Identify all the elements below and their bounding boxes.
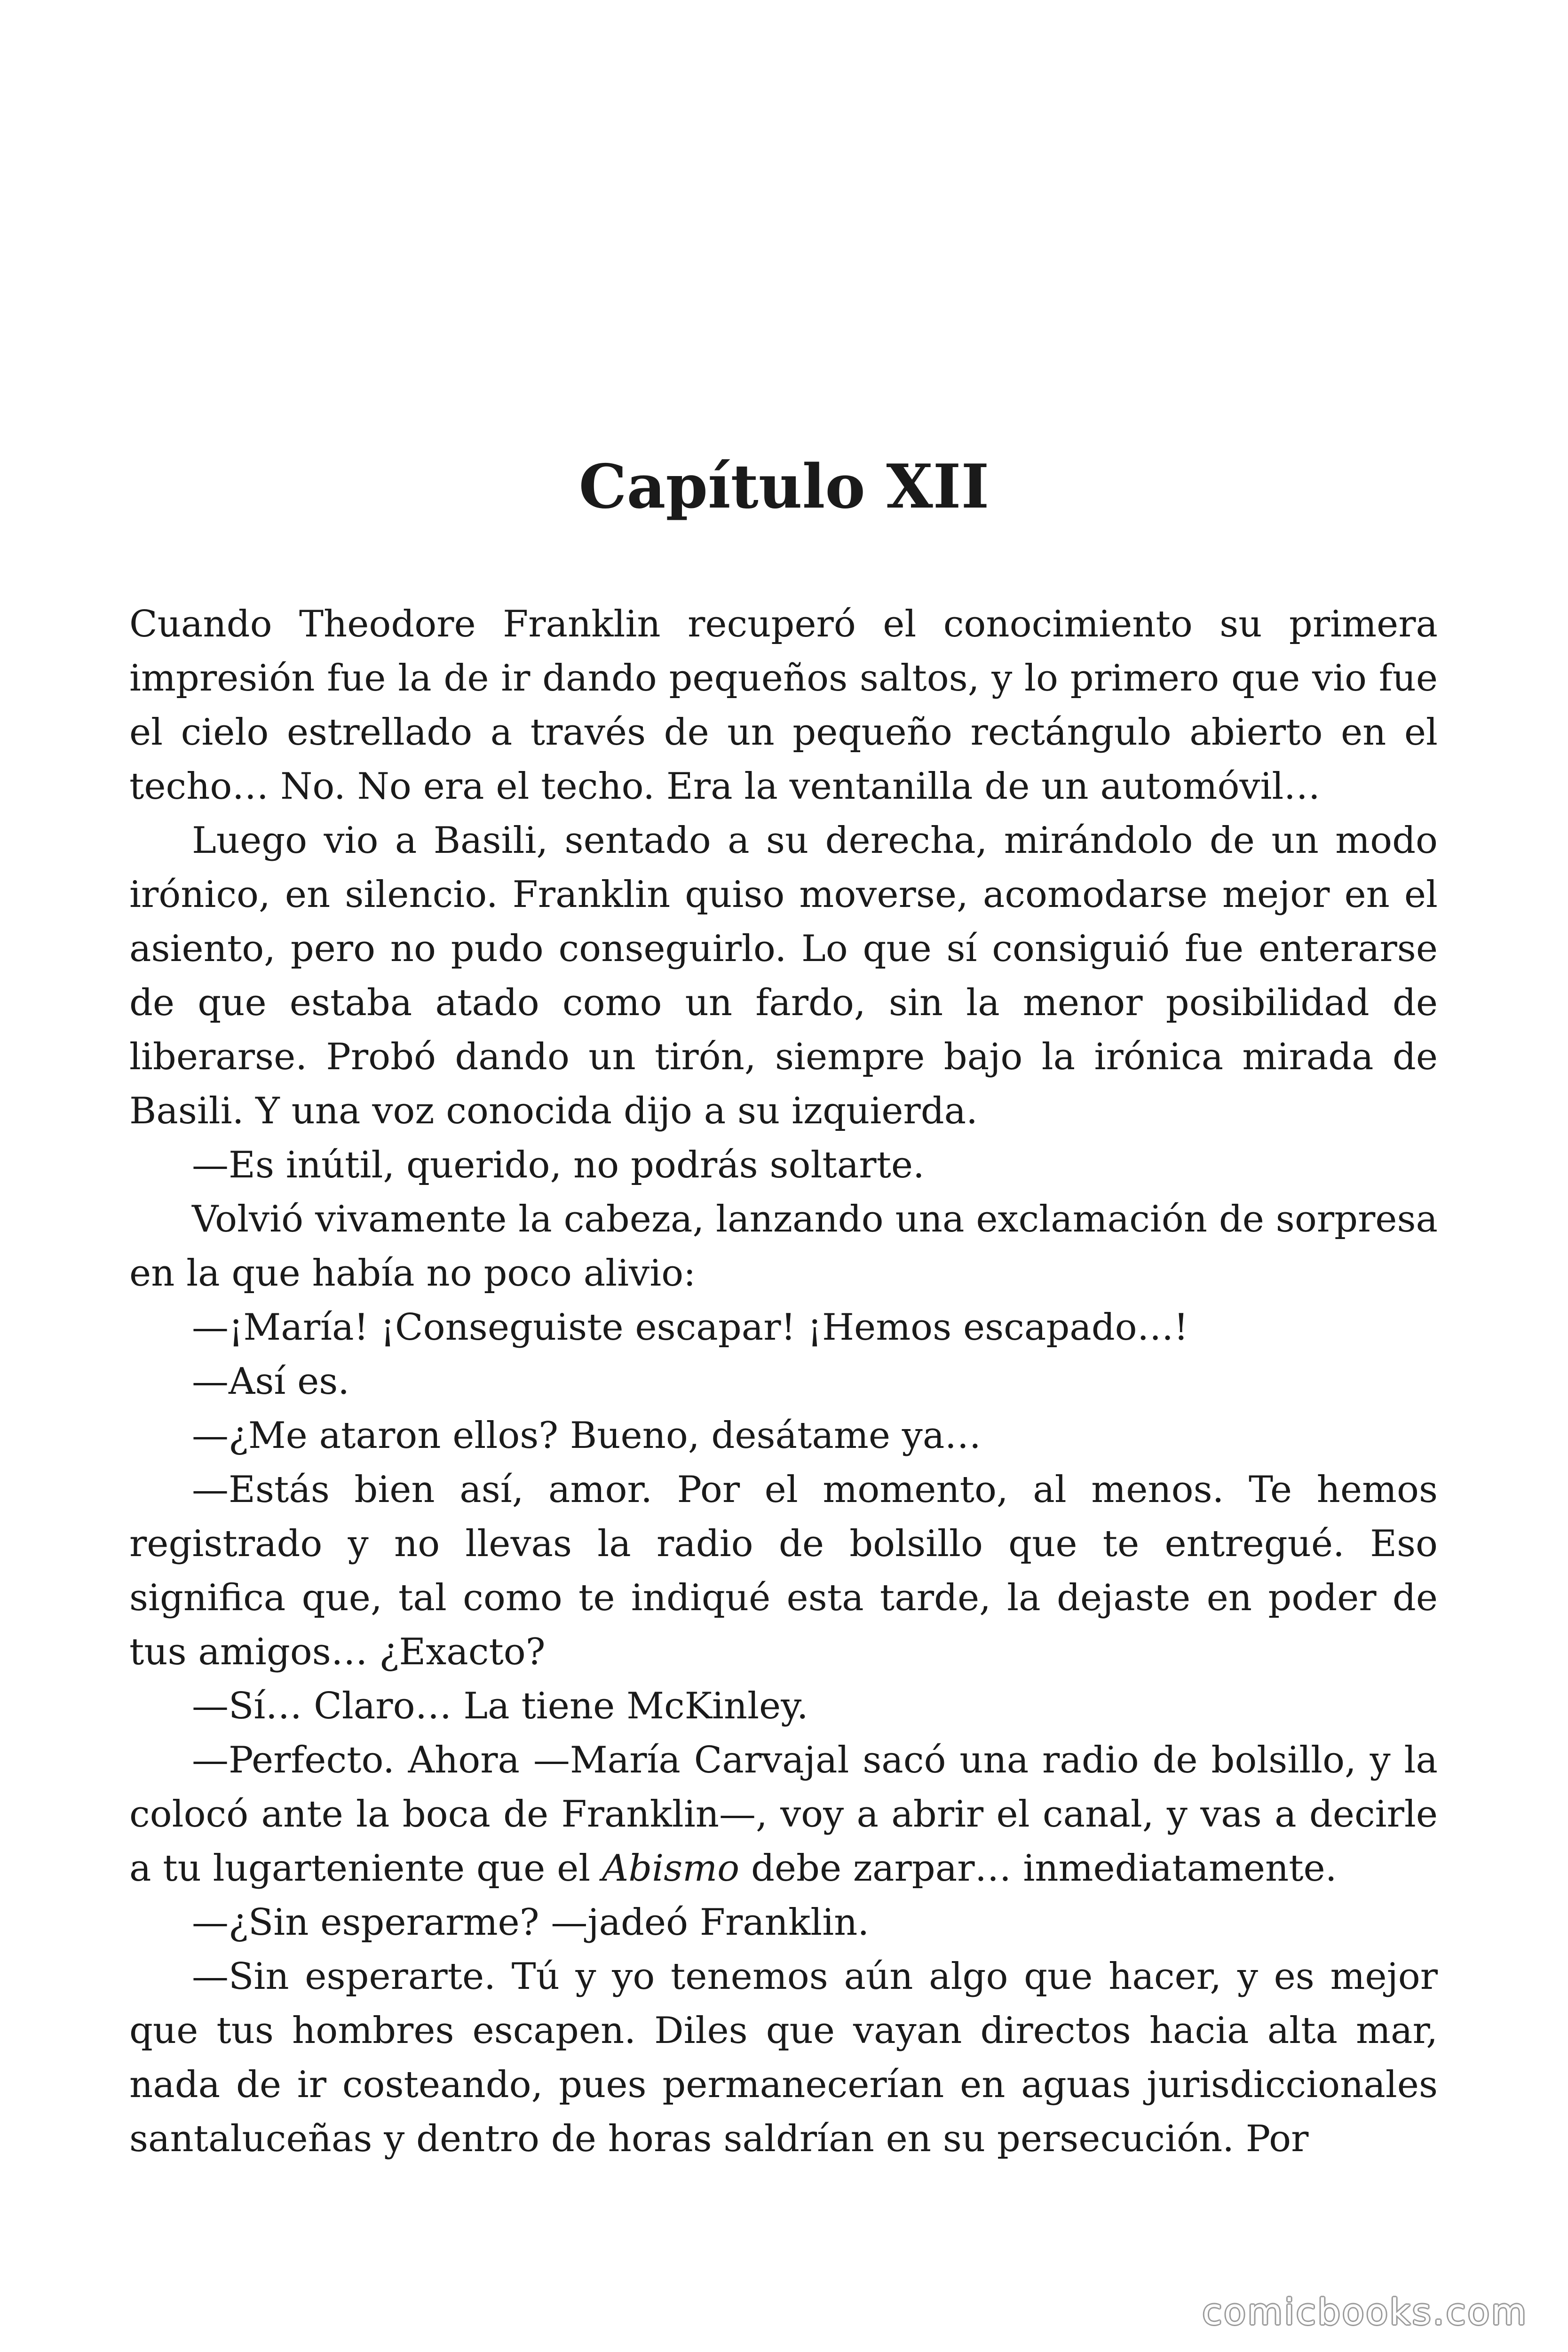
chapter-text [129,597,1438,2166]
ship-name-italic: Abismo [602,1847,740,1890]
paragraph-10 [129,1733,1438,1896]
paragraph-6: —Así es. [192,1360,350,1403]
paragraph-10-before: —Perfecto. Ahora —María Carvajal sacó una radio de bolsillo, y la colocó ante la boca de Franklin—, voy a abrir el canal, y vas a decirle a tu lugarteniente que el [129,1739,1438,1890]
paragraph-10-after: debe zarpar… inmediatamente. [739,1847,1337,1890]
paragraph-11: —¿Sin esperarme? —jadeó Franklin. [192,1901,870,1944]
chapter-title: Capítulo XII [578,452,990,522]
paragraph-9: —Sí… Claro… La tiene McKinley. [192,1685,808,1727]
paragraph-4: Volvió vivamente la cabeza, lanzando una exclamación de sorpresa en la que había no poco alivio: [129,1198,1438,1295]
paragraph-12: —Sin esperarte. Tú y yo tenemos aún algo que hacer, y es mejor que tus hombres escapen. Diles que vayan directos hacia alta mar, nada de ir costeando, pues permanecerían en aguas jurisdiccionales santaluceñas y dentro de horas saldrían en su persecución. Por [129,1955,1438,2160]
paragraph-7: —¿Me ataron ellos? Bueno, desátame ya… [192,1414,982,1457]
paragraph-3: —Es inútil, querido, no podrás soltarte. [192,1144,925,1186]
paragraph-5: —¡María! ¡Conseguiste escapar! ¡Hemos escapado…! [192,1306,1188,1349]
watermark-logo: comicbooks.com [1202,2291,1528,2333]
paragraph-2: Luego vio a Basili, sentado a su derecha, mirándolo de un modo irónico, en silencio. Franklin quiso moverse, acomodarse mejor en el asiento, pero no pudo conseguirlo. Lo que sí consiguió fue enterarse de que estaba atado como un fardo, sin la menor posibilidad de liberarse. Probó dando un tirón, siempre bajo la irónica mirada de Basili. Y una voz conocida dijo a su izquierda. [129,819,1438,1132]
paragraph-8: —Estás bien así, amor. Por el momento, al menos. Te hemos registrado y no llevas la radio de bolsillo que te entregué. Eso significa que, tal como te indiqué esta tarde, la dejaste en poder de tus amigos… ¿Exacto? [129,1469,1438,1673]
paragraph-1: Cuando Theodore Franklin recuperó el conocimiento su primera impresión fue la de ir dando pequeños saltos, y lo primero que vio fue el cielo estrellado a través de un pequeño rectángulo abierto en el techo… No. No era el techo. Era la ventanilla de un automóvil… [129,603,1438,808]
